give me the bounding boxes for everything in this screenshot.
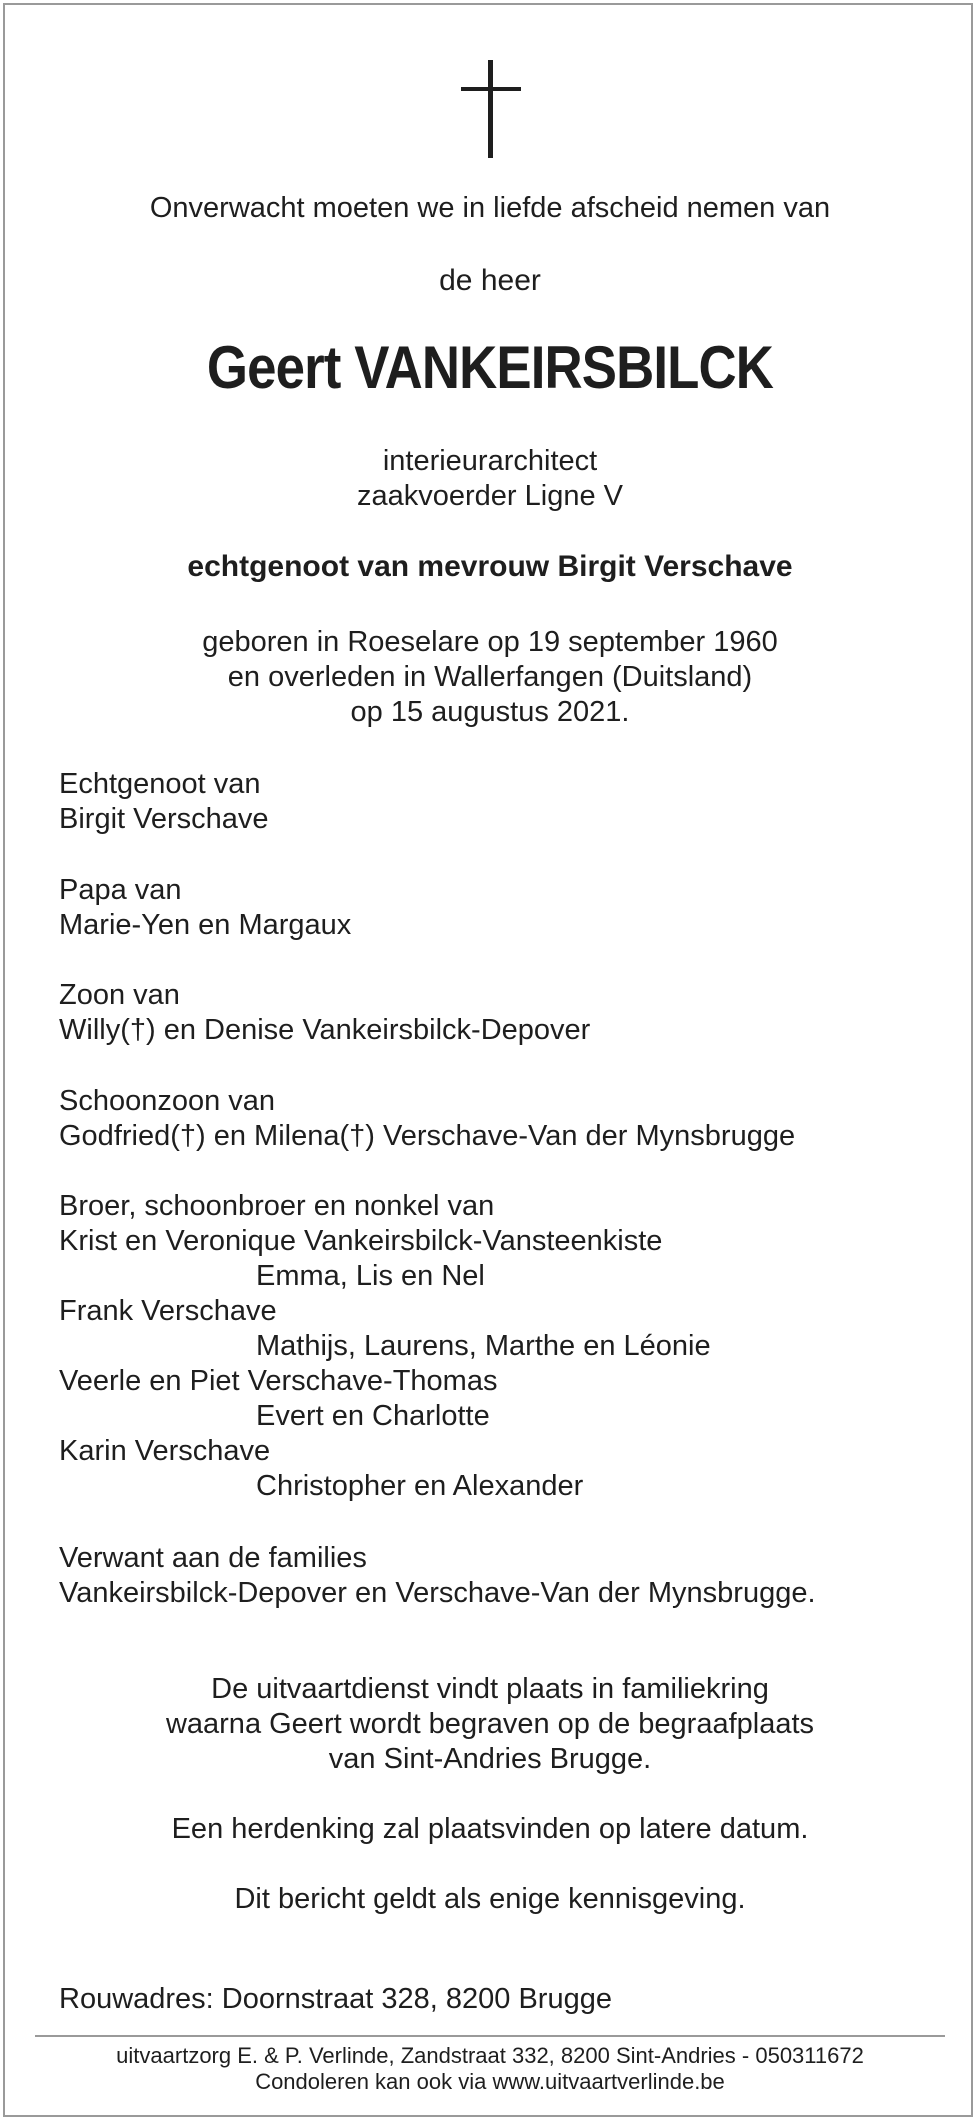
death-place-line: en overleden in Wallerfangen (Duitsland) [227, 661, 753, 693]
sibling-name: Karin Verschave [59, 1435, 271, 1467]
parents-names: Willy(†) en Denise Vankeirsbilck-Depover [59, 1014, 591, 1046]
page-frame [3, 3, 973, 2117]
families-heading: Verwant aan de families [59, 1542, 367, 1574]
birth-line: geboren in Roeselare op 19 september 1960 [202, 626, 778, 658]
condolence-link[interactable]: Condoleren kan ook via www.uitvaartverlinde.be [255, 2069, 725, 2094]
profession-1: interieurarchitect [382, 445, 598, 477]
commemoration-text: Een herdenking zal plaatsvinden op latere datum. [171, 1813, 809, 1845]
sibling-name: Veerle en Piet Verschave-Thomas [59, 1365, 498, 1397]
cross-icon [461, 60, 521, 160]
deceased-name: Geert VANKEIRSBILCK [206, 334, 774, 401]
notice-text: Dit bericht geldt als enige kennisgeving. [234, 1883, 746, 1915]
sibling-children: Evert en Charlotte [256, 1400, 490, 1432]
service-line-1: De uitvaartdienst vindt plaats in familiekring [211, 1673, 769, 1705]
service-line-2: waarna Geert wordt begraven op de begraafplaats [165, 1708, 815, 1740]
mourning-address: Rouwadres: Doornstraat 328, 8200 Brugge [59, 1983, 612, 2015]
sibling-children: Emma, Lis en Nel [256, 1260, 485, 1292]
spouse-line: echtgenoot van mevrouw Birgit Verschave [187, 550, 793, 583]
funeral-home-info: uitvaartzorg E. & P. Verlinde, Zandstraat 332, 8200 Sint-Andries - 050311672 [116, 2043, 864, 2068]
intro-text: Onverwacht moeten we in liefde afscheid nemen van [149, 192, 831, 224]
sibling-name: Krist en Veronique Vankeirsbilck-Vansteenkiste [59, 1225, 663, 1257]
spouse-heading: Echtgenoot van [59, 768, 261, 800]
spouse-name: Birgit Verschave [59, 803, 269, 835]
sibling-children: Mathijs, Laurens, Marthe en Léonie [256, 1330, 711, 1362]
father-heading: Papa van [59, 874, 182, 906]
profession-2: zaakvoerder Ligne V [357, 480, 623, 512]
sibling-children: Christopher en Alexander [256, 1470, 584, 1502]
siblings-heading: Broer, schoonbroer en nonkel van [59, 1190, 495, 1222]
children-names: Marie-Yen en Margaux [59, 909, 352, 941]
death-date-line: op 15 augustus 2021. [350, 696, 630, 728]
service-line-3: van Sint-Andries Brugge. [328, 1743, 652, 1775]
soninlaw-heading: Schoonzoon van [59, 1085, 276, 1117]
families-names: Vankeirsbilck-Depover en Verschave-Van der Mynsbrugge. [59, 1577, 816, 1609]
son-heading: Zoon van [59, 979, 180, 1011]
footer-divider [35, 2035, 945, 2037]
title-prefix: de heer [439, 264, 541, 297]
parents-in-law-names: Godfried(†) en Milena(†) Verschave-Van der Mynsbrugge [59, 1120, 796, 1152]
sibling-name: Frank Verschave [59, 1295, 277, 1327]
